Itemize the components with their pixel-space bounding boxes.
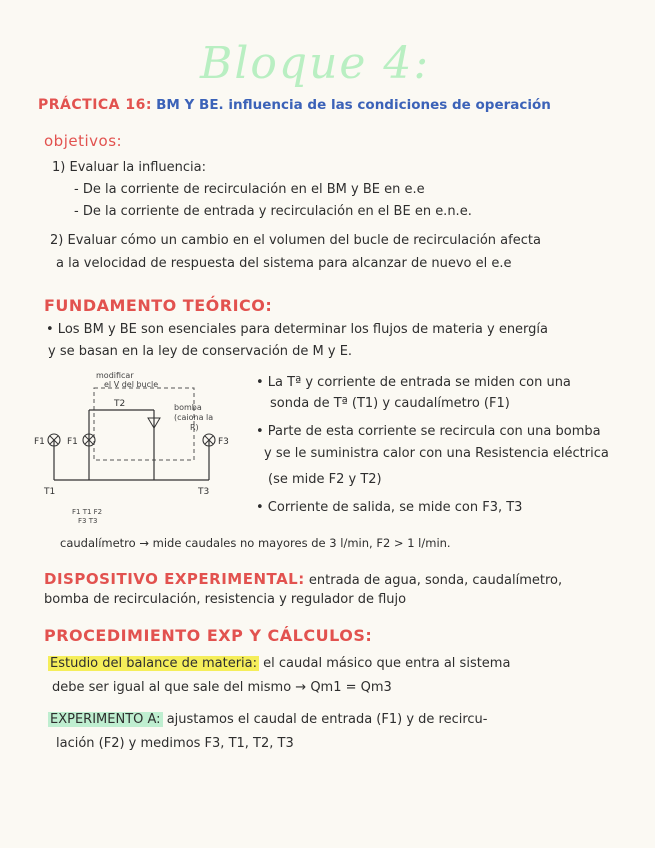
fundamento-heading: FUNDAMENTO TEÓRICO: xyxy=(44,296,273,315)
fundamento-bullet-2a: • Parte de esta corriente se recircula con una bomba xyxy=(256,424,601,439)
label-bomba: bomba xyxy=(174,403,202,412)
label-r: R) xyxy=(190,423,199,432)
experimento-text-1: ajustamos el caudal de entrada (F1) y de recircu- xyxy=(166,712,488,727)
page-title: Bloque 4: xyxy=(200,38,431,89)
practica-label: PRÁCTICA 16: xyxy=(38,97,152,113)
recirculation-diagram xyxy=(34,360,254,525)
dispositivo-text-2: bomba de recirculación, resistencia y regulador de flujo xyxy=(44,592,407,607)
label-modificar: modificar xyxy=(96,371,134,380)
experimento-label: EXPERIMENTO A: xyxy=(50,712,161,727)
objetivos-heading: objetivos: xyxy=(44,132,123,150)
label-f1b: F1 xyxy=(67,437,78,447)
caudalimetro-note: caudalímetro → mide caudales no mayores de 3 l/min, F2 > 1 l/min. xyxy=(60,536,451,550)
label-note-top: F1 T1 F2 xyxy=(72,508,103,516)
objetivos-line-4: 2) Evaluar cómo un cambio en el volumen del bucle de recirculación afecta xyxy=(50,233,541,248)
fundamento-bullet-1a: • La Tª y corriente de entrada se miden con una xyxy=(256,375,571,390)
fundamento-bullet-3: • Corriente de salida, se mide con F3, T3 xyxy=(256,500,523,515)
label-t1: T1 xyxy=(44,487,56,497)
fundamento-bullet-2c: (se mide F2 y T2) xyxy=(268,472,382,487)
fundamento-line-2: y se basan en la ley de conservación de M y E. xyxy=(48,344,353,359)
objetivos-line-5: a la velocidad de respuesta del sistema para alcanzar de nuevo el e.e xyxy=(56,256,512,271)
estudio-line-1 xyxy=(48,656,510,671)
dispositivo-text-1: entrada de agua, sonda, caudalímetro, xyxy=(308,573,563,588)
practica-header xyxy=(38,97,551,113)
fundamento-bullet-2b: y se le suministra calor con una Resistencia eléctrica xyxy=(264,446,609,461)
estudio-label: Estudio del balance de materia: xyxy=(50,656,257,671)
fundamento-line-1: • Los BM y BE son esenciales para determinar los flujos de materia y energía xyxy=(46,322,548,337)
estudio-text-1: el caudal másico que entra al sistema xyxy=(263,656,511,671)
experimento-text-2: lación (F2) y medimos F3, T1, T2, T3 xyxy=(56,736,294,751)
dispositivo-heading: DISPOSITIVO EXPERIMENTAL: xyxy=(44,570,305,588)
procedimiento-heading: PROCEDIMIENTO EXP Y CÁLCULOS: xyxy=(44,626,373,645)
practica-subject: BM Y BE. influencia de las condiciones de operación xyxy=(156,97,551,113)
label-note-bottom: F3 T3 xyxy=(78,517,98,525)
label-vbucle: el V del bucle xyxy=(104,380,159,389)
objetivos-line-3: - De la corriente de entrada y recirculación en el BE en e.n.e. xyxy=(74,204,472,219)
estudio-text-2: debe ser igual al que sale del mismo → Qm1 = Qm3 xyxy=(52,680,392,695)
objetivos-line-1: 1) Evaluar la influencia: xyxy=(52,160,206,175)
label-f1a: F1 xyxy=(34,437,45,447)
label-f3: F3 xyxy=(218,437,229,447)
label-caiona: (caiona la xyxy=(174,413,214,422)
label-t3: T3 xyxy=(198,487,210,497)
dispositivo-line-1 xyxy=(44,570,562,588)
experimento-line-1 xyxy=(48,712,488,727)
objetivos-line-2: - De la corriente de recirculación en el BM y BE en e.e xyxy=(74,182,425,197)
fundamento-bullet-1b: sonda de Tª (T1) y caudalímetro (F1) xyxy=(270,396,510,411)
label-t2: T2 xyxy=(114,399,126,409)
recirculation-loop-box xyxy=(94,388,194,460)
